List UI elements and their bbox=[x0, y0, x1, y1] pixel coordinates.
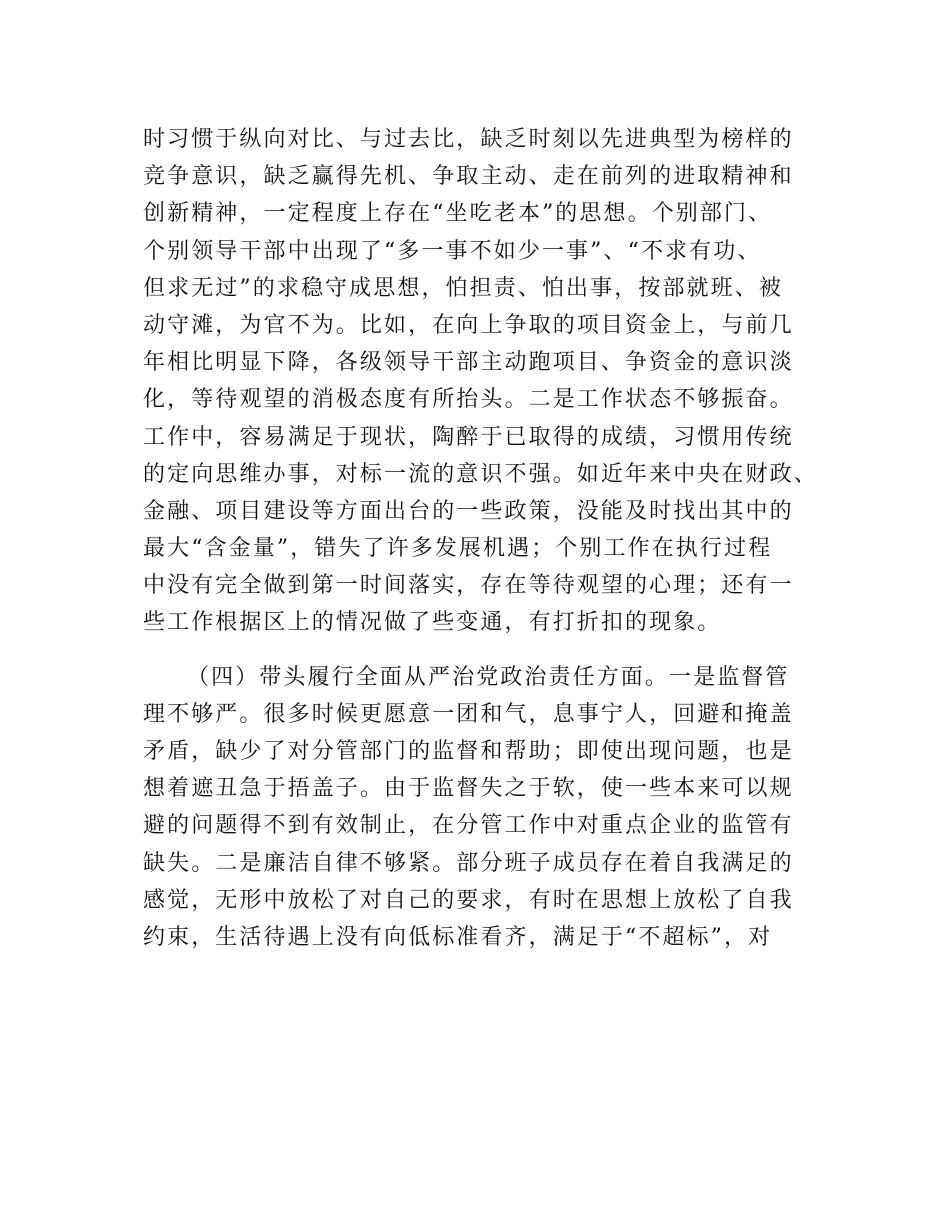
text-line: 最大“含金量”，错失了许多发展机遇；个别工作在执行过程 bbox=[143, 536, 773, 562]
paragraph-gap bbox=[143, 642, 823, 659]
text-line: 但求无过”的求稳守成思想，怕担责、怕出事，按部就班、被 bbox=[143, 275, 783, 301]
text-line: 个别领导干部中出现了“多一事不如少一事”、“不求有功、 bbox=[143, 238, 762, 264]
text-line: 些工作根据区上的情况做了些变通，有打折扣的现象。 bbox=[143, 610, 722, 636]
text-line: 的定向思维办事，对标一流的意识不强。如近年来中央在财政、 bbox=[143, 461, 818, 487]
text-line: 矛盾，缺少了对分管部门的监督和帮助；即使出现问题，也是 bbox=[143, 739, 794, 764]
paragraph-1 bbox=[143, 121, 823, 642]
text-line: 金融、项目建设等方面出台的一些政策，没能及时找出其中的 bbox=[143, 498, 794, 524]
text-line: 动守滩，为官不为。比如，在向上争取的项目资金上，与前几 bbox=[143, 312, 794, 338]
text-line: 中没有完全做到第一时间落实，存在等待观望的心理；还有一 bbox=[143, 573, 794, 599]
text-line: 想着遮丑急于捂盖子。由于监督失之于软，使一些本来可以规 bbox=[143, 776, 794, 802]
text-line: 时习惯于纵向对比、与过去比，缺乏时刻以先进典型为榜样的 bbox=[143, 127, 794, 152]
paragraph-2 bbox=[143, 659, 823, 957]
text-line: 缺失。二是廉洁自律不够紧。部分班子成员存在着自我满足的 bbox=[143, 850, 794, 876]
document-body bbox=[143, 121, 823, 956]
text-line: 理不够严。很多时候更愿意一团和气，息事宁人，回避和掩盖 bbox=[143, 701, 794, 727]
text-line: 竞争意识，缺乏赢得先机、争取主动、走在前列的进取精神和 bbox=[143, 164, 794, 190]
text-line: 感觉，无形中放松了对自己的要求，有时在思想上放松了自我 bbox=[143, 887, 794, 913]
text-line: 约束，生活待遇上没有向低标准看齐，满足于“不超标”，对 bbox=[143, 924, 773, 950]
text-line: 工作中，容易满足于现状，陶醉于已取得的成绩，习惯用传统 bbox=[143, 424, 794, 450]
text-line: （四）带头履行全面从严治党政治责任方面。一是监督管 bbox=[187, 664, 790, 690]
text-line: 避的问题得不到有效制止，在分管工作中对重点企业的监管有 bbox=[143, 813, 794, 839]
text-line: 年相比明显下降，各级领导干部主动跑项目、争资金的意识淡 bbox=[143, 350, 794, 376]
text-line: 创新精神，一定程度上存在“坐吃老本”的思想。个别部门、 bbox=[143, 201, 773, 227]
text-line: 化，等待观望的消极态度有所抬头。二是工作状态不够振奋。 bbox=[143, 387, 794, 413]
